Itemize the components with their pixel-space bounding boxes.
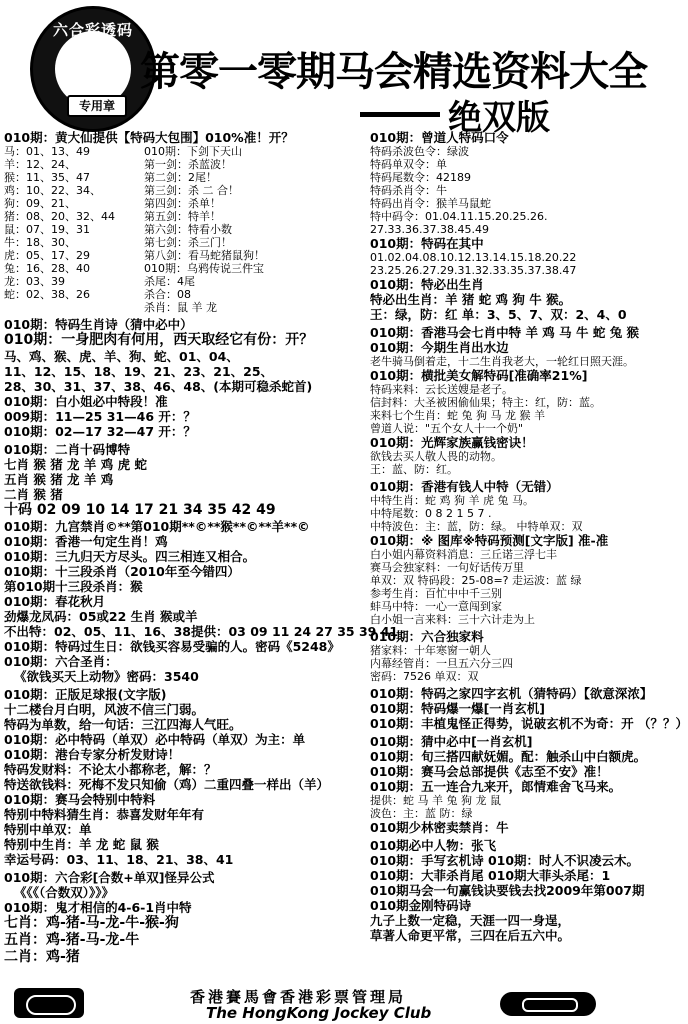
text-line: 七肖 猴 猪 龙 羊 鸡 虎 蛇: [4, 457, 147, 472]
text-line: 010期：赛马会特别中特料: [4, 792, 156, 807]
text-line: 010期少林密卖禁肖：牛: [370, 820, 509, 835]
text-line: 猪家料：十年寒窗一朝人: [370, 644, 491, 657]
text-line-pair: [4, 249, 364, 262]
text-line: 010期：旬三搭四献妩媚。配：触杀山中白额虎。: [370, 749, 647, 764]
text-line: 鸡：10、22、34、: [4, 184, 101, 197]
text-line-pair: [4, 197, 364, 210]
text-line: 特码发财料：不论太小都称老，解：？: [4, 762, 217, 777]
text-line: 第五剑：特羊！: [144, 210, 221, 223]
text-line: 杀合：08: [144, 288, 191, 301]
text-line: 010期：三九归天方尽头。四三相连又相合。: [4, 549, 256, 564]
text-line: 010期：特必出生肖: [370, 277, 484, 292]
subtitle-rule: [360, 112, 440, 117]
text-line: 010期：港台专家分析发财诗！: [4, 747, 181, 762]
text-line: 010期：赛马会总部提供《志至不安》准！: [370, 764, 609, 779]
text-line: 第二剑：2尾！: [144, 171, 217, 184]
text-line: 010期：十三段杀肖（2010年至今错四）: [4, 564, 240, 579]
text-line: 蛇：02、38、26: [4, 288, 90, 301]
text-line: 内幕经管肖：一旦五六分三四: [370, 657, 513, 670]
text-line: 010期：※ 图库※特码预测[文字版] 准-准: [370, 533, 609, 548]
text-line: 第七剑：杀三门！: [144, 236, 232, 249]
seal-label: 专用章: [67, 95, 127, 117]
text-line: 特中码令：01.04.11.15.20.25.26.: [370, 210, 548, 223]
text-line: 杀尾：4尾: [144, 275, 195, 288]
text-line: 《欲钱买天上动物》密码：3540: [14, 669, 199, 684]
text-line: 十二楼台月白明，风波不信三门弱。: [4, 702, 205, 717]
text-line: 二肖 猴 猪: [4, 487, 63, 502]
text-line-pair: [4, 288, 364, 301]
text-line-pair: [4, 210, 364, 223]
text-line: 010期：香港马会七肖中特 羊 鸡 马 牛 蛇 兔 猴: [370, 325, 640, 340]
text-line: 010期：手写玄机诗 010期：时人不识凌云木。: [370, 853, 640, 868]
text-line: 28、30、31、37、38、46、48、(本期可稳杀蛇首): [4, 379, 313, 394]
text-line-pair: [4, 145, 364, 158]
text-line: 不出特：02、05、11、16、38提供：03 09 11 24 27 35 39 41: [4, 624, 399, 639]
page-subtitle: 绝双版: [448, 98, 550, 138]
footer-org-cn: 香港賽馬會香港彩票管理局: [190, 988, 407, 1006]
text-line-pair: [4, 236, 364, 249]
text-line: 劲爆龙凤码：05或22 生肖 猴或羊: [4, 609, 198, 624]
text-line: 010期：特码生肖诗（猜中必中）: [4, 317, 193, 332]
text-line: 特必出生肖：羊 猪 蛇 鸡 狗 牛 猴。: [370, 292, 572, 307]
footer-org-en: The HongKong Jockey Club: [206, 1004, 432, 1022]
left-column: [4, 130, 399, 966]
text-line: 白小姐内幕资料消息：三丘诺三浮七丰: [370, 548, 557, 561]
text-line: 密码：7526 单双：双: [370, 670, 479, 683]
seal-stamp: [30, 6, 156, 132]
text-line: 010期：必中特码（单双）必中特码（单双）为主：单: [4, 732, 306, 747]
text-line: 特别中单双：单: [4, 822, 92, 837]
text-line: [4, 301, 144, 314]
text-line: 二肖：鸡-猪: [4, 949, 80, 965]
text-line: 010期：02—17 32—47 开：？: [4, 424, 196, 439]
text-line: 十码 02 09 10 14 17 21 34 35 42 49: [4, 502, 276, 518]
text-line: 蚌马中特：一心一意闯到家: [370, 600, 502, 613]
text-line: 27.33.36.37.38.45.49: [370, 223, 489, 236]
text-line: 七肖：鸡-猪-马-龙-牛-猴-狗: [4, 915, 179, 931]
text-line: 特码出肖令：猴羊马鼠蛇: [370, 197, 491, 210]
text-line-pair: [4, 262, 364, 275]
right-column: [370, 130, 688, 943]
text-line-pair: [4, 184, 364, 197]
text-line: 010期：光辉家族赢钱密诀！: [370, 435, 534, 450]
jockey-club-logo-icon: [14, 988, 84, 1018]
text-line: 九子上数一定稳，天涯一四一身逞，: [370, 913, 571, 928]
text-line: 第四剑：杀单！: [144, 197, 221, 210]
text-line: 特码杀波色令：绿波: [370, 145, 469, 158]
text-line: 猴：11、35、47: [4, 171, 90, 184]
text-line: 羊：12、24、: [4, 158, 76, 171]
text-line: 010期：六合独家料: [370, 629, 484, 644]
text-line: 来料七个生肖：蛇 兔 狗 马 龙 猴 羊: [370, 409, 545, 422]
text-line: 第六剑：特看小数: [144, 223, 232, 236]
page-title: 第零一零期马会精选资料大全: [140, 48, 647, 95]
text-line: 龙：03、39: [4, 275, 65, 288]
text-line: 010期：今期生肖出水边: [370, 340, 509, 355]
text-line: 010期：六合彩[合数+单双]怪异公式: [4, 870, 215, 885]
text-line: 010期：横批美女解特码[准确率21%]: [370, 368, 588, 383]
footer-badge-icon: [500, 992, 596, 1016]
text-line: 010期：二肖十码博特: [4, 442, 131, 457]
text-line: 009期：11—25 31—46 开：？: [4, 409, 196, 424]
text-line: 欲钱去买人敬人畏的动物。: [370, 450, 502, 463]
text-line: 信封料：大圣被困偷仙果；特主：红，防：蓝。: [370, 396, 601, 409]
text-line: 010期：一身肥肉有何用，西天取经它有份：开？: [4, 332, 314, 348]
text-line: 牛：18、30、: [4, 236, 76, 249]
text-line: 010期：下剑下天山: [144, 145, 242, 158]
text-line: 010期：黄大仙提供【特码大包围】010%准！开？: [4, 130, 294, 145]
text-line: 白小姐一言来料：三十六计走为上: [370, 613, 535, 626]
text-line: 第八剑：看马蛇猪鼠狗！: [144, 249, 265, 262]
text-line: 010期：正版足球报(文字版): [4, 687, 167, 702]
text-line: 特码单双令：单: [370, 158, 447, 171]
text-line: 010期：九宫禁肖©**第010期**©**猴**©**羊**©: [4, 519, 310, 534]
text-line: 《《《（合数双）》》》: [14, 885, 115, 900]
text-line: 中特尾数：0 8 2 1 5 7 .: [370, 507, 492, 520]
text-line: 010期：春花秋月: [4, 594, 106, 609]
text-line: 特码为单数，给一句话：三江四海人气旺。: [4, 717, 242, 732]
text-line: 010期：六合圣肖：: [4, 654, 118, 669]
text-line: 010期：特码过生日：欲钱买容易受骗的人。密码《5248》: [4, 639, 340, 654]
text-line-pair: [4, 223, 364, 236]
text-line: 单双：双 特码段：25-08=? 走运波：蓝 绿: [370, 574, 582, 587]
text-line: 010期：特码在其中: [370, 236, 484, 251]
text-line: 11、12、15、18、19、21、23、21、25、: [4, 364, 274, 379]
text-line: 王：绿，防：红 单：3、5、7、双：2、4、0: [370, 307, 627, 322]
text-line: 猪：08、20、32、44: [4, 210, 115, 223]
text-line: 010期：香港一句定生肖！鸡: [4, 534, 168, 549]
text-line: 五肖：鸡-猪-马-龙-牛: [4, 932, 140, 948]
text-line: 010期：鬼才相信的4-6-1肖中特: [4, 900, 192, 915]
text-line: 赛马会独家料：一句好话传万里: [370, 561, 524, 574]
text-line-pair: [4, 275, 364, 288]
text-line: 幸运号码：03、11、18、21、38、41: [4, 852, 234, 867]
text-line: 特码尾数令：42189: [370, 171, 471, 184]
text-line: 010期：特码爆一爆[一肖玄机]: [370, 701, 546, 716]
text-line: 010期：特码之家四字玄机（猜特码）【欲意深浓】: [370, 686, 653, 701]
seal-text: 六合彩透码: [53, 21, 134, 39]
text-line: 曾道人说："五个女人十一个奶": [370, 422, 524, 435]
text-line-pair: [4, 171, 364, 184]
text-line: 狗：09、21、: [4, 197, 76, 210]
text-line: 01.02.04.08.10.12.13.14.15.18.20.22: [370, 251, 577, 264]
text-line-pair: [4, 158, 364, 171]
text-line: 老牛骑马倒着走，十二生肖我老大，一轮红日照天涯。: [370, 355, 634, 368]
text-line: 波色：主：蓝 防：绿: [370, 807, 473, 820]
text-line-pair: [4, 301, 364, 314]
text-line: 五肖 猴 猪 龙 羊 鸡: [4, 472, 114, 487]
text-line: 010期：大菲杀肖尾 010期大菲头杀尾：1: [370, 868, 611, 883]
text-line: 中特生肖：蛇 鸡 狗 羊 虎 兔 马。: [370, 494, 534, 507]
text-line: 兔：16、28、40: [4, 262, 90, 275]
text-line: 010期：白小姐必中特段！准: [4, 394, 168, 409]
text-line: 第010期十三段杀肖：猴: [4, 579, 143, 594]
text-line: 010期马会一句赢钱诀要钱去找2009年第007期: [370, 883, 645, 898]
text-line: 特送欲钱料：死梅不发只知偷（鸡）二重四叠一样出（羊）: [4, 777, 330, 792]
text-line: 特别中特料猜生肖：恭喜发财年年有: [4, 807, 205, 822]
text-line: 010期必中人物：张飞: [370, 838, 497, 853]
text-line: 中特波色：主：蓝，防：绿。 中特单双：双: [370, 520, 583, 533]
text-line: 010期：香港有钱人中特（无错）: [370, 479, 559, 494]
text-line: 马：01、13、49: [4, 145, 90, 158]
text-line: 虎：05、17、29: [4, 249, 90, 262]
text-line: 杀肖：鼠 羊 龙: [144, 301, 217, 314]
text-line: 010期：五一连合九来开，郎情难舍飞马来。: [370, 779, 622, 794]
text-line: 010期：乌鸦传说三件宝: [144, 262, 264, 275]
text-line: 特码来料：云长送嫂是老子。: [370, 383, 513, 396]
text-line: 第三剑：杀 二 合！: [144, 184, 239, 197]
text-line: 特别中生肖：羊 龙 蛇 鼠 猴: [4, 837, 159, 852]
text-line: 提供：蛇 马 羊 兔 狗 龙 鼠: [370, 794, 501, 807]
text-line: 010期：丰植鬼怪正得势，说破玄机不为奇：开 （？？）: [370, 716, 688, 731]
text-line: 010期：曾道人特码口令: [370, 130, 509, 145]
text-line: 草著人命更平常，三四在后五六中。: [370, 928, 571, 943]
text-line: 23.25.26.27.29.31.32.33.35.37.38.47: [370, 264, 577, 277]
text-line: 特码杀肖令：牛: [370, 184, 447, 197]
text-line: 王：蓝、防：红。: [370, 463, 458, 476]
text-line: 参考生肖：百忙中中千三别: [370, 587, 502, 600]
text-line: 鼠：07、19、31: [4, 223, 90, 236]
text-line: 010期：猜中必中[一肖玄机]: [370, 734, 533, 749]
text-line: 第一剑：杀蓝波！: [144, 158, 232, 171]
footer: [0, 982, 609, 1024]
text-line: 马、鸡、猴、虎、羊、狗、蛇、01、04、: [4, 349, 239, 364]
text-line: 010期金刚特码诗: [370, 898, 472, 913]
